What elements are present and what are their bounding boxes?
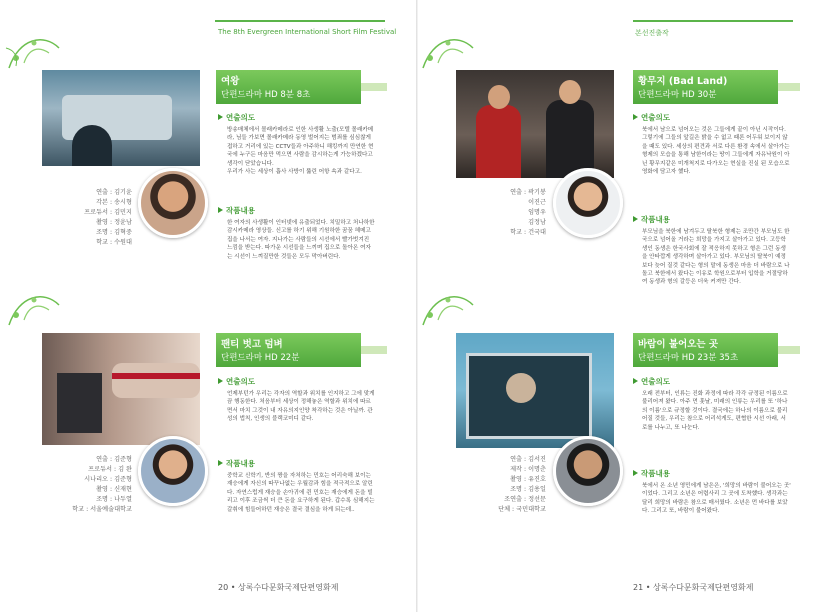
- triangle-bullet-icon: [218, 114, 223, 120]
- swirl-ornament-icon: [4, 285, 64, 335]
- header-rule: [633, 20, 793, 22]
- triangle-bullet-icon: [633, 114, 638, 120]
- intent-text: 언제부턴가 우리는 각자의 역할과 위치를 인지하고 그에 맞게끔 행동한다. 처음부터 세상이 정해놓은 역할과 위치에 따르면서 마치 그것이 내 자유의지인양 착각하는 것은 아닐까. 관성의 법칙, 인생의 블랙코미디 같다.: [227, 391, 375, 423]
- film-title: 팬티 벗고 덤벼: [221, 339, 283, 350]
- credit-row: 제작 : 이명춘: [458, 465, 546, 475]
- film-credits: [44, 188, 132, 248]
- credit-row: 김정남: [528, 219, 546, 226]
- title-stripe: [778, 346, 800, 354]
- content-text: 중학교 신학기, 반의 짱을 자처하는 민호는 어리숙해 보이는 재승에게 자신의 따꾸나없는 우월감과 힘을 적극적으로 알린다. 자연스럽게 재승을 손아귀에 쥔 민호는 재승에게 돈을 빌리고 이후 조금씩 더 큰 돈을 요구하게 된다. 갑수록 심해지는 갈취에 힘들어하던 재승은 결국 결심을 하게 되는데..: [227, 473, 375, 513]
- section-header: 본선진출작: [635, 29, 669, 37]
- credit-row: 단체 : 국민대학교: [458, 505, 546, 515]
- credit-row: 촬영 : 유진호: [458, 475, 546, 485]
- triangle-bullet-icon: [633, 216, 638, 222]
- credit-row: 학교 : 수원대: [44, 238, 132, 248]
- film-title: 여왕: [221, 76, 240, 87]
- film-credits: [458, 455, 546, 515]
- triangle-bullet-icon: [633, 470, 638, 476]
- intent-section: [218, 112, 376, 176]
- credit-row: 연출 : 김서진: [458, 455, 546, 465]
- film-title-box: [633, 333, 778, 367]
- film-subtitle: 단편드라마 HD 23분 35초: [638, 353, 739, 363]
- film-title-box: [216, 333, 361, 367]
- film-still: [42, 70, 200, 166]
- film-subtitle: 단편드라마 HD 22분: [221, 353, 300, 363]
- section-heading: 연출의도: [641, 113, 670, 122]
- credit-row: 프로듀서 : 김민지: [44, 208, 132, 218]
- left-page: [0, 0, 417, 612]
- festival-header: The 8th Evergreen International Short Film Festival: [218, 28, 397, 36]
- credit-row: 촬영 : 정윤남: [44, 218, 132, 228]
- section-heading: 작품내용: [641, 469, 670, 478]
- intent-section: [218, 376, 376, 424]
- credit-row: 프로듀서 : 김 완: [44, 465, 132, 475]
- director-portrait: [553, 168, 623, 238]
- page-footer: 20 • 상록수다문화국제단편영화제: [218, 583, 339, 592]
- intent-text-2: 우리가 사는 세상이 흡사 사방이 뚫린 어항 속과 같다고.: [227, 169, 362, 176]
- triangle-bullet-icon: [218, 207, 223, 213]
- film-title: 바람이 불어오는 곳: [638, 339, 719, 350]
- credit-row: 연출 : 곽기봉: [458, 188, 546, 198]
- film-still: [456, 70, 614, 178]
- section-heading: 작품내용: [641, 215, 670, 224]
- section-heading: 연출의도: [226, 113, 255, 122]
- director-portrait: [138, 436, 208, 506]
- triangle-bullet-icon: [633, 378, 638, 384]
- right-page: [418, 0, 835, 612]
- swirl-ornament-icon: [418, 285, 478, 335]
- credit-row: 이진근: [528, 199, 546, 206]
- credit-row: 연출 : 김준형: [44, 455, 132, 465]
- credit-row: 학교 : 서울예술대학교: [44, 505, 132, 515]
- film-credits: [44, 455, 132, 515]
- section-heading: 작품내용: [226, 206, 255, 215]
- credit-row: 학교 : 건국대: [458, 228, 546, 238]
- content-text: 부모님을 북한에 남겨두고 탈북한 형제는 조만간 부모님도 한국으로 넘어올 거라는 희망을 가지고 살아가고 있다. 고등학생인 동생은 한국사회에 잘 적응하지 못하고 형은 그런 동생을 안타깝게 생각하며 살아가고 있다. 부모님의 탈북이 예정보다 늦어 질것 같다는 형의 말에 동생은 마음 더 바람으로 나돌고 북한에서 왔다는 이유로 학원으로부터 입학을 거절당하여 동생과 형의 갈등은 더욱 커져만 간다.: [642, 229, 790, 286]
- credit-row: 조연출 : 정선문: [458, 495, 546, 505]
- header-rule: [215, 20, 385, 22]
- director-portrait: [138, 168, 208, 238]
- content-section: [218, 458, 376, 514]
- credit-row: 연출 : 김기윤: [44, 188, 132, 198]
- section-heading: 작품내용: [226, 459, 255, 468]
- title-stripe: [778, 83, 800, 91]
- film-title: 황무지 (Bad Land): [638, 76, 728, 87]
- section-heading: 연출의도: [641, 377, 670, 386]
- credit-row: 조명 : 김혁중: [44, 228, 132, 238]
- credit-row: 촬영 : 신재현: [44, 485, 132, 495]
- triangle-bullet-icon: [218, 460, 223, 466]
- credit-row: 시나리오 : 김준형: [44, 475, 132, 485]
- director-portrait: [553, 436, 623, 506]
- intent-text: 방송매체에서 몰래카메라로 인한 사생활 노출(모텔 몰래카메라, 님들 가보면 몰래카메라 동영 벌어지는 범죄를 심심찮게 접하고 거리에 있는 CCTV들과 아주하니 해킹까지 만연한 현국에 누구든 마음만 먹으면 사람을 감시하는게 가능하겠다고 생각이 닫았습니다.: [227, 127, 374, 167]
- intent-text: 오래 전부터, 인류는 진화 과정에 따라 각각 규정된 이름으로 불리어져 왔다. 아주 먼 훗날, 미래의 인류는 우리를 또 '하나의 이름'으로 규정할 것이다. 결국에는 하나의 이름으로 불리어질 것들, 우리는 참으로 어리석게도, 편협한 시선 아래, 서로를 나누고, 또 나눈다.: [642, 391, 788, 431]
- page-footer: 21 • 상록수다문화국제단편영화제: [633, 583, 754, 592]
- content-section: [218, 205, 376, 261]
- film-subtitle: 단편드라마 HD 8분 8초: [221, 90, 311, 100]
- content-text: 북에서 온 소년 영민에게 남은은, '희망의 바람이 불어오는 곳' 이었다. 그리고 소년은 어렵사리 그 곳에 도착했다. 생각과는 달리 희망의 바람은 참으로 매서웠다. 소년은 먼 바다를 보았다. 그리고 또, 바람이 불어왔다.: [642, 483, 791, 515]
- film-still: [42, 333, 200, 445]
- film-title-box: [633, 70, 778, 104]
- intent-section: [633, 376, 791, 432]
- title-stripe: [361, 346, 387, 354]
- credit-row: 조명 : 나두열: [44, 495, 132, 505]
- credit-row: 임명우: [528, 209, 546, 216]
- film-subtitle: 단편드라마 HD 30분: [638, 90, 717, 100]
- section-heading: 연출의도: [226, 377, 255, 386]
- film-title-box: [216, 70, 361, 104]
- film-credits: [458, 188, 546, 238]
- intent-text: 북에서 남으로 넘어오는 것은 그들에게 끝이 아닌 시작이다. 그렇기에 그들의 앞길은 밝을 수 없고 때론 어두워 보이지 않을 때도 있다. 세상의 편견과 서로 다른 환경 속에서 살아가는 형제의 모습을 통해 남한이라는 땅이 그들에게 자유낙원이 아닌 황무지같은 미개척지로 다가오는 현실을 진실 된 모습으로 영화에 담고자 했다.: [642, 127, 790, 176]
- film-still: [456, 333, 614, 448]
- credit-row: 조명 : 김용일: [458, 485, 546, 495]
- credit-row: 각본 : 송시형: [44, 198, 132, 208]
- triangle-bullet-icon: [218, 378, 223, 384]
- intent-section: [633, 112, 791, 176]
- title-stripe: [361, 83, 387, 91]
- content-section: [633, 214, 791, 287]
- content-section: [633, 468, 791, 516]
- content-text: 한 여자의 사생활이 인터넷에 유출되었다. 치밀하고 처나하한 감시카메라 영상들. 신고를 하기 위해 기원하한 꿈꿈 헤메고 집을 나서는 여자. 지나가는 사람들의 시선에서 빨가벗겨진 느낌을 받는다. 따가운 시선들을 느끼며 집으로 돌아온 여자는 시선이 느껴질만한 것들은 모두 막아버린다.: [227, 220, 375, 260]
